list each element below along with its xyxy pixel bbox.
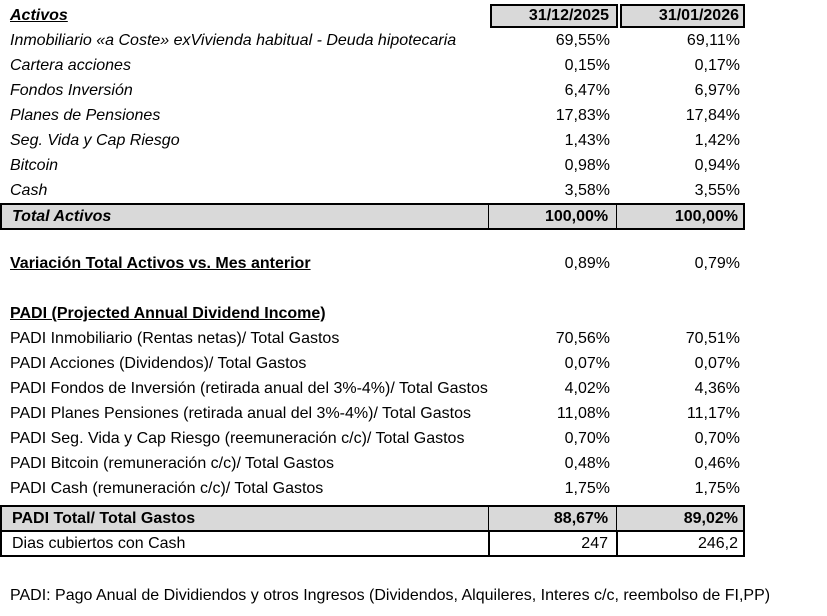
padi-value-col2: 4,36% <box>694 380 740 397</box>
table-row <box>0 28 745 53</box>
dias-cubiertos-row <box>0 530 745 557</box>
table-row <box>0 476 745 501</box>
variacion-label: Variación Total Activos vs. Mes anterior <box>10 255 311 272</box>
asset-value-col1: 0,15% <box>564 57 610 74</box>
table-row <box>0 401 745 426</box>
asset-value-col2: 0,17% <box>694 57 740 74</box>
padi-value-col2: 1,75% <box>694 480 740 497</box>
padi-label: PADI Planes Pensiones (retirada anual del 3%-4%)/ Total Gastos <box>10 405 471 422</box>
table-row <box>0 153 745 178</box>
asset-label: Planes de Pensiones <box>10 107 161 124</box>
asset-value-col1: 0,98% <box>564 157 610 174</box>
total-activos-row <box>0 203 745 230</box>
asset-label: Cash <box>10 182 48 199</box>
padi-value-col1: 11,08% <box>556 405 610 422</box>
table-row <box>0 53 745 78</box>
padi-value-col1: 70,56% <box>555 330 610 347</box>
padi-value-col2: 70,51% <box>685 330 740 347</box>
asset-value-col2: 17,84% <box>685 107 740 124</box>
asset-value-col1: 6,47% <box>564 82 610 99</box>
dias-cubiertos-col2: 246,2 <box>697 535 738 552</box>
padi-label: PADI Cash (remuneración c/c)/ Total Gastos <box>10 480 324 497</box>
padi-value-col2: 0,07% <box>694 355 740 372</box>
header-row <box>0 4 745 28</box>
variacion-row <box>0 251 745 276</box>
padi-value-col2: 0,46% <box>694 455 740 472</box>
total-activos-label: Total Activos <box>2 205 489 228</box>
padi-value-col1: 1,75% <box>564 480 610 497</box>
dias-cubiertos-col1: 247 <box>490 532 618 555</box>
asset-label: Fondos Inversión <box>10 82 133 99</box>
asset-value-col1: 3,58% <box>564 182 610 199</box>
table-row <box>0 426 745 451</box>
asset-value-col2: 0,94% <box>694 157 740 174</box>
dias-cubiertos-label: Dias cubiertos con Cash <box>2 532 490 555</box>
column-header-date-2: 31/01/2026 <box>620 4 745 28</box>
asset-value-col2: 69,11% <box>686 32 740 49</box>
total-activos-col2: 100,00% <box>674 208 738 225</box>
section-title-activos: Activos <box>10 7 68 24</box>
padi-value-col1: 0,48% <box>564 455 610 472</box>
padi-value-col2: 11,17% <box>686 405 740 422</box>
asset-label: Seg. Vida y Cap Riesgo <box>10 132 180 149</box>
table-row <box>0 78 745 103</box>
total-activos-col1: 100,00% <box>489 205 617 228</box>
padi-value-col2: 0,70% <box>694 430 740 447</box>
variacion-col2: 0,79% <box>694 255 740 272</box>
asset-label: Bitcoin <box>10 157 59 174</box>
asset-value-col1: 17,83% <box>555 107 610 124</box>
asset-value-col2: 3,55% <box>694 182 740 199</box>
spacer <box>0 230 827 251</box>
padi-label: PADI Acciones (Dividendos)/ Total Gastos <box>10 355 307 372</box>
table-row <box>0 351 745 376</box>
padi-value-col1: 0,07% <box>564 355 610 372</box>
padi-header-row <box>0 301 745 326</box>
asset-value-col2: 1,42% <box>694 132 740 149</box>
table-row <box>0 451 745 476</box>
spacer <box>0 276 827 301</box>
table-row <box>0 128 745 153</box>
asset-value-col1: 1,43% <box>564 132 610 149</box>
asset-label: Cartera acciones <box>10 57 131 74</box>
table-row <box>0 326 745 351</box>
asset-value-col1: 69,55% <box>555 32 610 49</box>
variacion-col1: 0,89% <box>564 255 610 272</box>
section-title-padi: PADI (Projected Annual Dividend Income) <box>10 305 326 322</box>
column-header-date-1: 31/12/2025 <box>490 4 618 28</box>
table-row <box>0 103 745 128</box>
padi-label: PADI Fondos de Inversión (retirada anual del 3%-4%)/ Total Gastos <box>10 380 488 397</box>
padi-value-col1: 0,70% <box>564 430 610 447</box>
padi-total-col2: 89,02% <box>683 510 738 527</box>
padi-label: PADI Inmobiliario (Rentas netas)/ Total Gastos <box>10 330 340 347</box>
padi-total-label: PADI Total/ Total Gastos <box>2 507 489 530</box>
table-row <box>0 178 745 203</box>
asset-value-col2: 6,97% <box>694 82 740 99</box>
padi-total-col1: 88,67% <box>489 507 617 530</box>
padi-label: PADI Bitcoin (remuneración c/c)/ Total Gastos <box>10 455 334 472</box>
padi-total-row <box>0 505 745 532</box>
padi-label: PADI Seg. Vida y Cap Riesgo (reemuneración c/c)/ Total Gastos <box>10 430 465 447</box>
padi-value-col1: 4,02% <box>564 380 610 397</box>
padi-footnote: PADI: Pago Anual de Dividiendos y otros Ingresos (Dividendos, Alquileres, Interes c/c, reembolso de FI,PP) <box>10 587 771 604</box>
table-row <box>0 376 745 401</box>
asset-label: Inmobiliario «a Coste» exVivienda habitual - Deuda hipotecaria <box>10 32 457 49</box>
